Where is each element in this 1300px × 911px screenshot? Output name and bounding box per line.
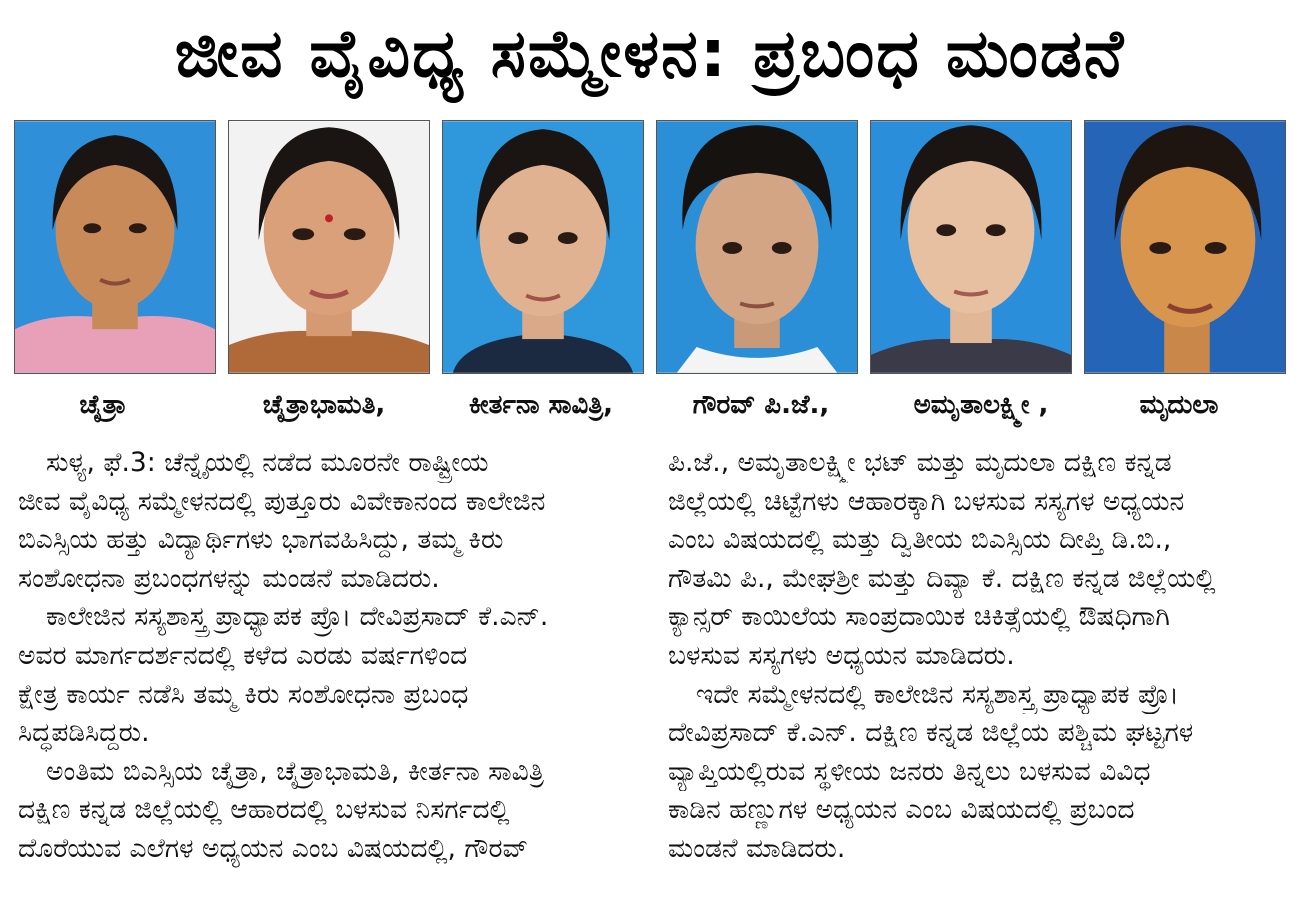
portrait-photo-4 (656, 120, 858, 374)
portrait-image (1085, 121, 1285, 373)
caption-name: ಮೃದುಲಾ (1139, 390, 1219, 420)
text-line: ಸಂಶೋಧನಾ ಪ್ರಬಂಧಗಳನ್ನು ಮಂಡನೆ ಮಾಡಿದರು. (18, 562, 440, 594)
text-line: ಎಂಬ ವಿಷಯದಲ್ಲಿ ಮತ್ತು ದ್ವಿತೀಯ ಬಿಎಸ್ಸಿಯ ದೀಪ್ತಿ ಡಿ.ಬಿ., (668, 524, 1172, 556)
text-line: ಸಿದ್ಧಪಡಿಸಿದ್ದರು. (18, 717, 150, 749)
text-line: ಮಂಡನೆ ಮಾಡಿದರು. (668, 832, 846, 864)
text-line: ಅಂತಿಮ ಬಿಎಸ್ಸಿಯ ಚೈತ್ರಾ, ಚೈತ್ರಾಭಾಮತಿ, ಕೀರ್ತನಾ ಸಾವಿತ್ರಿ (46, 755, 544, 787)
text-line: ಕಾಡಿನ ಹಣ್ಣುಗಳ ಅಧ್ಯಯನ ಎಂಬ ವಿಷಯದಲ್ಲಿ ಪ್ರಬಂದ (668, 794, 1135, 826)
article-column-right (668, 444, 1288, 869)
text-line: ಕ್ಯಾನ್ಸರ್ ಕಾಯಿಲೆಯ ಸಾಂಪ್ರದಾಯಿಕ ಚಿಕಿತ್ಸೆಯಲ್ಲಿ ಔಷಧಿಗಾಗಿ (668, 601, 1170, 633)
caption-name: ಚೈತ್ರಾಭಾಮತಿ, (262, 390, 386, 420)
headline: ಜೀವ ವೈವಿಧ್ಯ ಸಮ್ಮೇಳನ: ಪ್ರಬಂಧ ಮಂಡನೆ (174, 15, 1126, 92)
text-line: ಇದೇ ಸಮ್ಮೇಳನದಲ್ಲಿ ಕಾಲೇಜಿನ ಸಸ್ಯಶಾಸ್ತ್ರ ಪ್ರಾಧ್ಯಾಪಕ ಪ್ರೊ। (696, 678, 1179, 710)
text-line: ಅವರ ಮಾರ್ಗದರ್ಶನದಲ್ಲಿ ಕಳೆದ ಎರಡು ವರ್ಷಗಳಿಂದ (18, 639, 468, 671)
portrait-image (871, 121, 1071, 373)
portrait-photo-2 (228, 120, 430, 374)
text-line: ದಕ್ಷಿಣ ಕನ್ನಡ ಜಿಲ್ಲೆಯಲ್ಲಿ ಆಹಾರದಲ್ಲಿ ಬಳಸುವ ನಿಸರ್ಗದಲ್ಲಿ (18, 794, 510, 826)
caption-name: ಗೌರವ್ ಪಿ.ಜೆ., (692, 390, 830, 420)
text-line: ಕ್ಷೇತ್ರ ಕಾರ್ಯ ನಡೆಸಿ ತಮ್ಮ ಕಿರು ಸಂಶೋಧನಾ ಪ್ರಬಂಧ (18, 678, 469, 710)
caption-name: ಅಮೃತಾಲಕ್ಷ್ಮೀ , (913, 390, 1049, 420)
text-line: ಜೀವ ವೈವಿಧ್ಯ ಸಮ್ಮೇಳನದಲ್ಲಿ ಪುತ್ತೂರು ವಿವೇಕಾನಂದ ಕಾಲೇಜಿನ (18, 485, 546, 517)
portrait-image (443, 121, 643, 373)
text-line: ವ್ಯಾಪ್ತಿಯಲ್ಲಿರುವ ಸ್ಥಳೀಯ ಜನರು ತಿನ್ನಲು ಬಳಸುವ ವಿವಿಧ (668, 755, 1151, 787)
portrait-photo-1 (14, 120, 216, 374)
text-line: ಜಿಲ್ಲೆಯಲ್ಲಿ ಚಿಟ್ಟೆಗಳು ಆಹಾರಕ್ಕಾಗಿ ಬಳಸುವ ಸಸ್ಯಗಳ ಅಧ್ಯಯನ (668, 485, 1185, 517)
text-line: ದೇವಿಪ್ರಸಾದ್ ಕೆ.ಎನ್. ದಕ್ಷಿಣ ಕನ್ನಡ ಜಿಲ್ಲೆಯ ಪಶ್ಚಿಮ ಘಟ್ಟಗಳ (668, 717, 1194, 749)
caption-name: ಚೈತ್ರಾ (79, 390, 127, 420)
portrait-photo-5 (870, 120, 1072, 374)
text-line: ಗೌತಮಿ ಪಿ., ಮೇಘಶ್ರೀ ಮತ್ತು ದಿವ್ಯಾ ಕೆ. ದಕ್ಷಿಣ ಕನ್ನಡ ಜಿಲ್ಲೆಯಲ್ಲಿ (668, 562, 1216, 594)
text-line: ದೊರೆಯುವ ಎಲೆಗಳ ಅಧ್ಯಯನ ಎಂಬ ವಿಷಯದಲ್ಲಿ, ಗೌರವ್ (18, 832, 529, 864)
article-column-left (18, 444, 638, 869)
text-line: ಬಳಸುವ ಸಸ್ಯಗಳು ಅಧ್ಯಯನ ಮಾಡಿದರು. (668, 639, 1015, 671)
text-line: ಸುಳ್ಯ, ಫೆ.3: ಚೆನ್ನೈಯಲ್ಲಿ ನಡೆದ ಮೂರನೇ ರಾಷ್ಟ್ರೀಯ (46, 447, 489, 478)
portrait-image (229, 121, 429, 373)
portrait-photo-6 (1084, 120, 1286, 374)
portrait-image (15, 121, 215, 373)
text-line: ಪಿ.ಜೆ., ಅಮೃತಾಲಕ್ಷ್ಮೀ ಭಟ್ ಮತ್ತು ಮೃದುಲಾ ದಕ್ಷಿಣ ಕನ್ನಡ (668, 447, 1172, 478)
text-line: ಬಿಎಸ್ಸಿಯ ಹತ್ತು ವಿದ್ಯಾರ್ಥಿಗಳು ಭಾಗವಹಿಸಿದ್ದು, ತಮ್ಮ ಕಿರು (18, 524, 504, 556)
portrait-image (657, 121, 857, 373)
photo-strip (14, 120, 1288, 374)
portrait-photo-3 (442, 120, 644, 374)
caption-row (14, 382, 1288, 428)
text-line: ಕಾಲೇಜಿನ ಸಸ್ಯಶಾಸ್ತ್ರ ಪ್ರಾಧ್ಯಾಪಕ ಪ್ರೊ। ದೇವಿಪ್ರಸಾದ್ ಕೆ.ಎನ್. (46, 601, 549, 633)
caption-name: ಕೀರ್ತನಾ ಸಾವಿತ್ರಿ, (468, 390, 614, 420)
